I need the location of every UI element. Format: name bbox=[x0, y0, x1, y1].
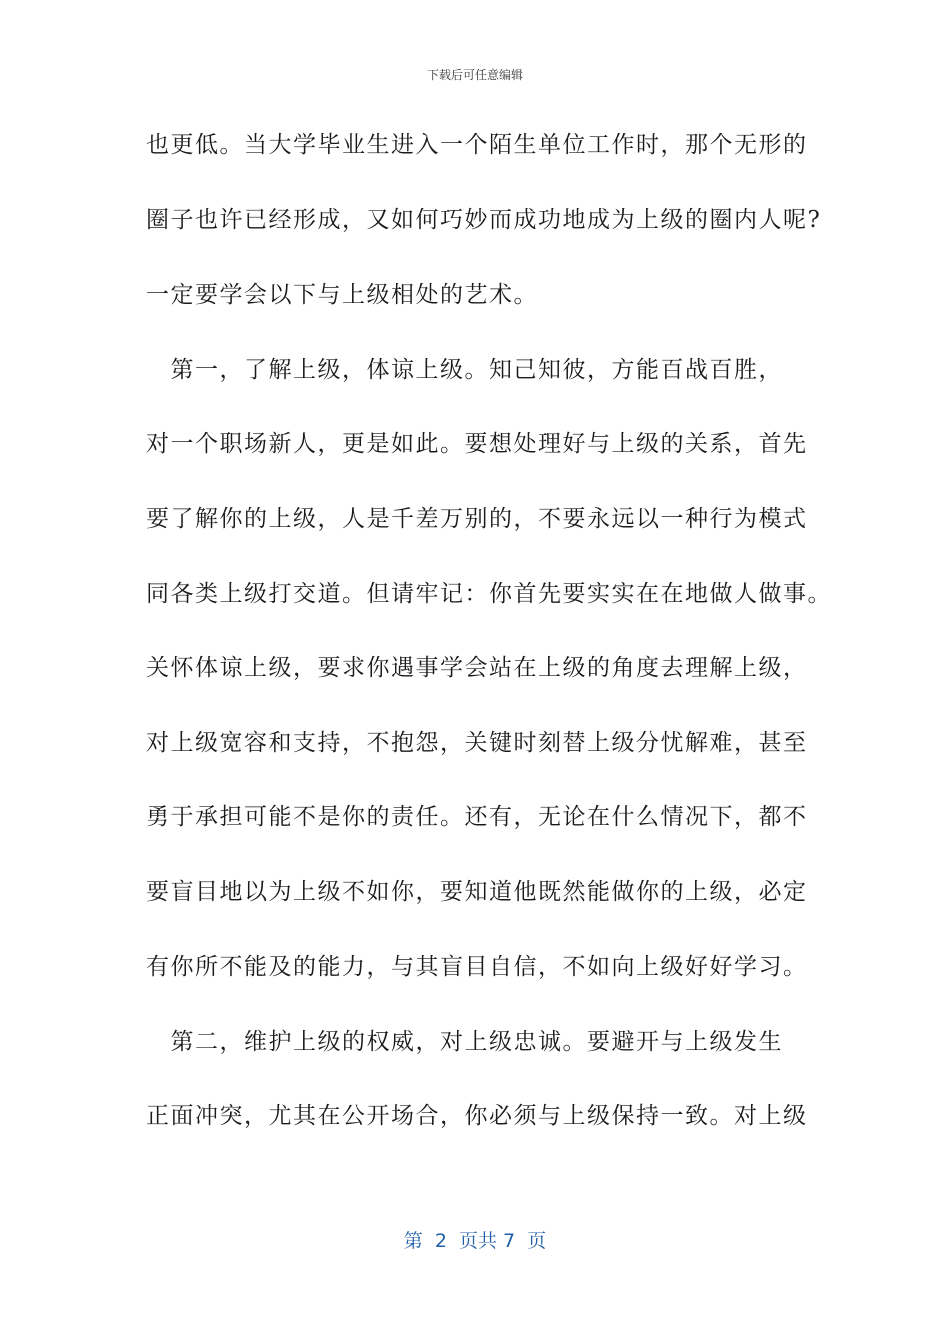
text-line: 要了解你的上级，人是千差万别的，不要永远以一种行为模式 bbox=[146, 506, 808, 532]
page-header: 下载后可任意编辑 bbox=[426, 68, 523, 82]
text-line: 第二，维护上级的权威，对上级忠诚。要避开与上级发生 bbox=[146, 1029, 783, 1055]
text-line: 对上级宽容和支持，不抱怨，关键时刻替上级分忧解难，甚至 bbox=[146, 730, 808, 756]
text-line: 有你所不能及的能力，与其盲目自信，不如向上级好好学习。 bbox=[146, 954, 808, 980]
text-line: 要盲目地以为上级不如你，要知道他既然能做你的上级，必定 bbox=[146, 879, 808, 905]
text-line: 正面冲突，尤其在公开场合，你必须与上级保持一致。对上级 bbox=[146, 1103, 808, 1129]
text-line: 关怀体谅上级，要求你遇事学会站在上级的角度去理解上级， bbox=[146, 655, 808, 681]
text-line: 一定要学会以下与上级相处的艺术。 bbox=[146, 282, 538, 308]
text-line: 对一个职场新人，更是如此。要想处理好与上级的关系，首先 bbox=[146, 431, 808, 457]
text-line: 第一，了解上级，体谅上级。知己知彼，方能百战百胜， bbox=[146, 357, 783, 383]
text-line: 同各类上级打交道。但请牢记：你首先要实实在在地做人做事。 bbox=[146, 581, 832, 607]
text-line: 圈子也许已经形成，又如何巧妙而成功地成为上级的圈内人呢? bbox=[146, 207, 822, 233]
text-line: 勇于承担可能不是你的责任。还有，无论在什么情况下，都不 bbox=[146, 804, 808, 830]
page-number-footer: 第 2 页共 7 页 bbox=[403, 1230, 547, 1252]
text-line: 也更低。当大学毕业生进入一个陌生单位工作时，那个无形的 bbox=[146, 132, 808, 158]
